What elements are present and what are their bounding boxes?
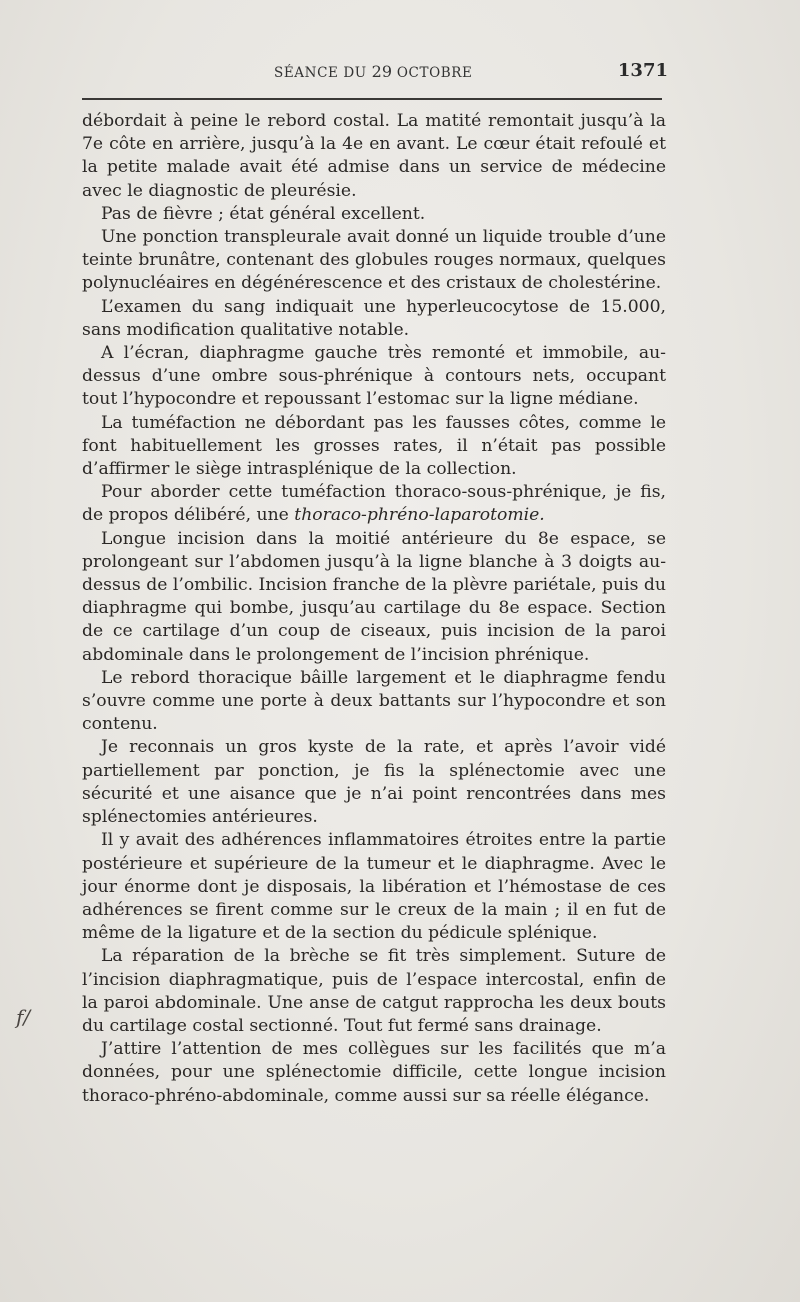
paragraph: Pas de fièvre ; état général excellent. bbox=[101, 203, 426, 224]
paragraph-italic-term: thoraco-phréno-laparotomie. bbox=[294, 505, 545, 526]
header-rule bbox=[82, 98, 662, 100]
page-number: 1371 bbox=[617, 60, 668, 81]
paragraph: A l’écran, diaphragme gauche très remonté et immobile, au-dessus d’une ombre sous-phrénique à contours nets, occupant tout l’hypocondre et repoussant l’estomac sur la ligne médiane. bbox=[82, 343, 666, 410]
paragraph: La tuméfaction ne débordant pas les fausses côtes, comme le font habituellement les grosses rates, il n’était pas possible d’affirmer le siège intrasplénique de la collection. bbox=[82, 412, 666, 480]
header-title-prefix: SÉANCE DU bbox=[274, 65, 372, 81]
running-header bbox=[82, 60, 670, 84]
paragraph: Il y avait des adhérences inflammatoires étroites entre la partie postérieure et supérieure de la tumeur et le diaphragme. Avec le jour énorme dont je disposais, la libération et l’hémostase de ces adhérences se firent comme sur le creux de la main ; il en fut de même de la ligature et de la section du pédicule splénique. bbox=[82, 830, 666, 944]
header-title bbox=[274, 62, 473, 81]
paragraph: Longue incision dans la moitié antérieure du 8e espace, se prolongeant sur l’abdomen jusqu’à la ligne blanche à 3 doigts au-dessus de l’ombilic. Incision franche de la plèvre pariétale, puis du diaphragme qui bombe, jusqu’au cartilage du 8e espace. Section de ce cartilage d’un coup de ciseaux, puis incision de la paroi abdominale dans le prolongement de l’incision phrénique. bbox=[82, 528, 666, 665]
body-text bbox=[82, 110, 666, 1108]
paragraph-text: Pour aborder cette tuméfaction thoraco-sous-phrénique, je fis, de propos délibéré, une bbox=[82, 482, 666, 526]
paragraph: Je reconnais un gros kyste de la rate, et après l’avoir vidé partiellement par ponction, je fis la splénectomie avec une sécurité et une aisance que je n’ai point rencontrées dans mes splénectomies antérieures. bbox=[82, 737, 666, 828]
paragraph: Le rebord thoracique bâille largement et le diaphragme fendu s’ouvre comme une porte à deux battants sur l’hypocondre et son contenu. bbox=[82, 667, 666, 735]
paragraph: J’attire l’attention de mes collègues sur les facilités que m’a données, pour une splénectomie difficile, cette longue incision thoraco-phréno-abdominale, comme aussi sur sa réelle élégance. bbox=[82, 1039, 666, 1106]
header-title-day: 29 bbox=[371, 62, 392, 81]
margin-annotation: f/ bbox=[16, 1005, 31, 1029]
paragraph: La réparation de la brèche se fit très simplement. Suture de l’incision diaphragmatique, puis de l’espace intercostal, enfin de la paroi abdominale. Une anse de catgut rapprocha les deux bouts du cartilage costal sectionné. Tout fut fermé sans drainage. bbox=[82, 946, 666, 1036]
header-title-month: OCTOBRE bbox=[392, 65, 473, 81]
paragraph bbox=[82, 481, 666, 527]
paragraph: Une ponction transpleurale avait donné un liquide trouble d’une teinte brunâtre, contenant des globules rouges normaux, quelques polynucléaires en dégénérescence et des cristaux de cholestérine. bbox=[82, 227, 666, 294]
paragraph: L’examen du sang indiquait une hyperleucocytose de 15.000, sans modification qualitative notable. bbox=[82, 296, 666, 340]
paragraph-continued: débordait à peine le rebord costal. La matité remontait jusqu’à la 7e côte en arrière, jusqu’à la 4e en avant. Le cœur était refoulé et la petite malade avait été admise dans un service de médecine avec le diagnostic de pleurésie. bbox=[82, 111, 666, 201]
